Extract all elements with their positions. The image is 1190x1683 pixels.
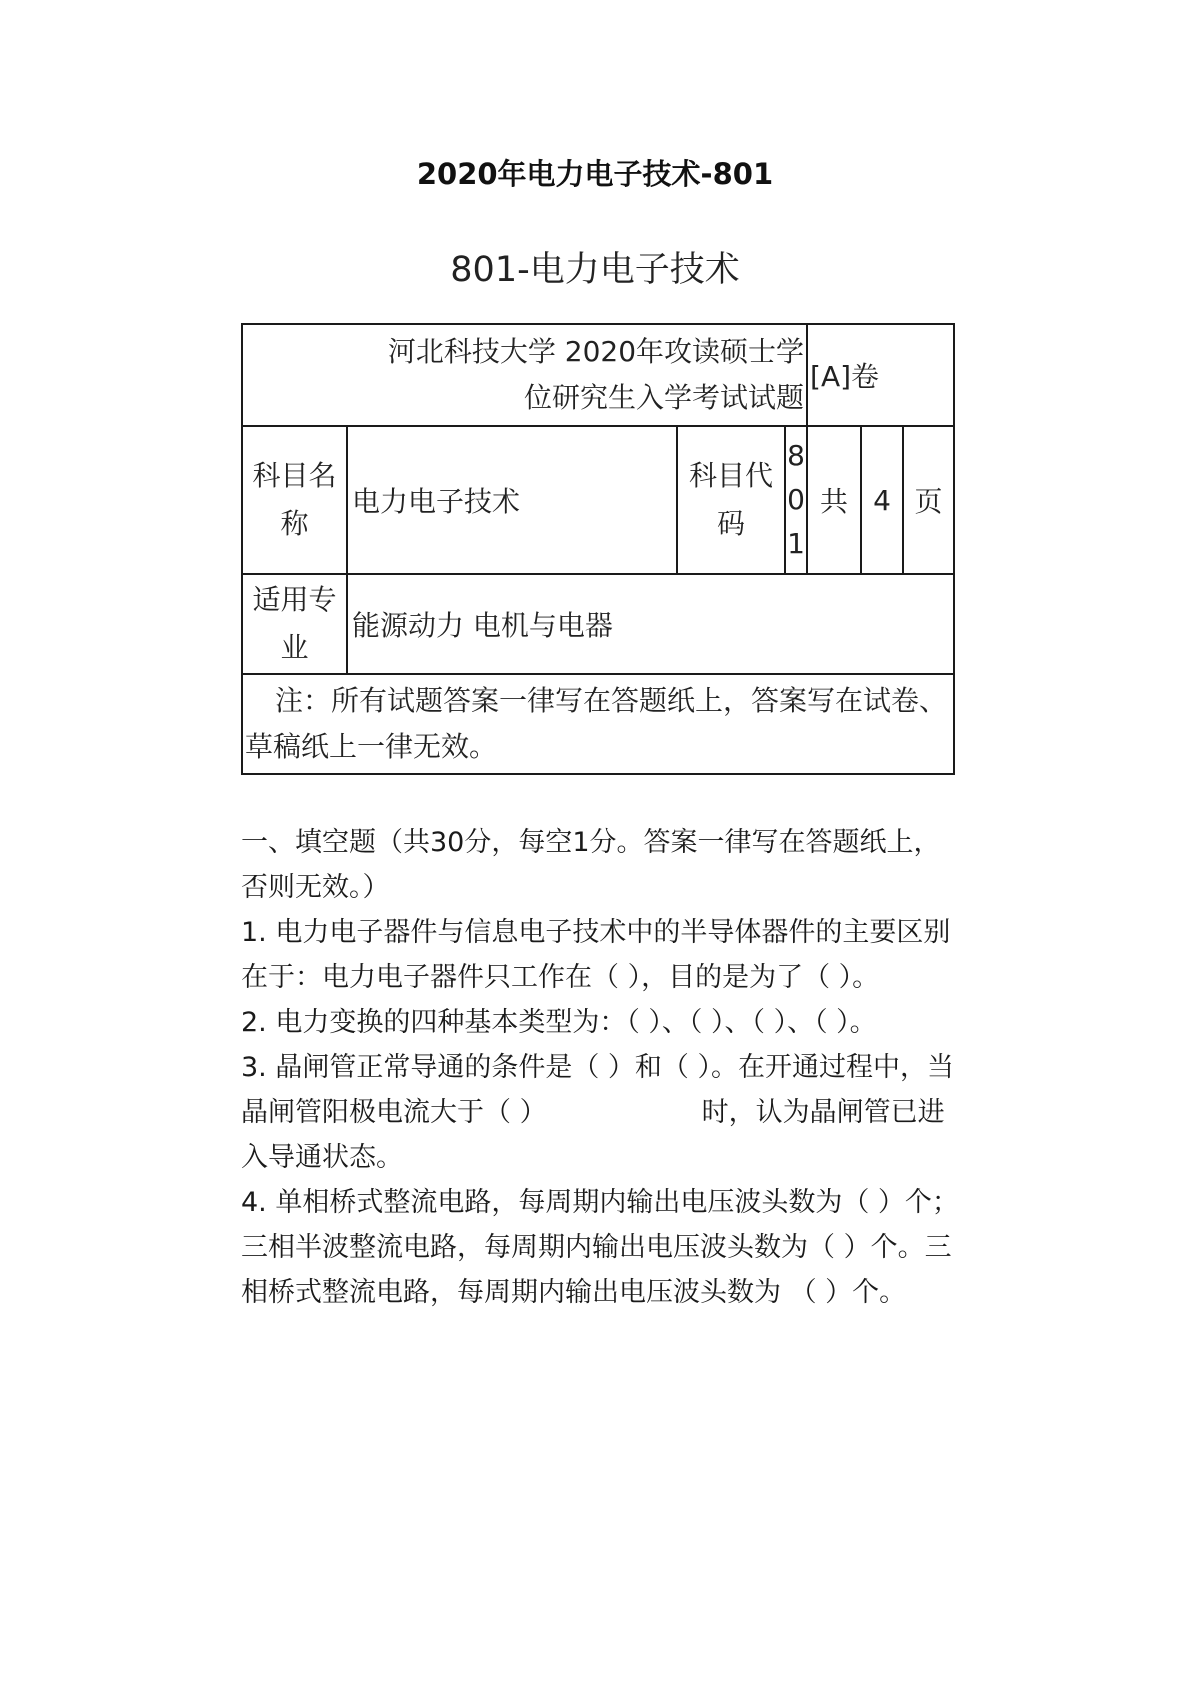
major-label: 适用专业 [242, 574, 347, 674]
pages-label: 页 [903, 426, 954, 574]
question-3-part-a: 3. 晶闸管正常导通的条件是（ ）和（ ）。在开通过程中，当晶闸管阳极电流大于（ ） [241, 1052, 955, 1128]
subject-code-digit: 8 [787, 439, 805, 472]
subject-code-digit: 0 [787, 483, 805, 516]
major-value: 能源动力 电机与电器 [347, 574, 954, 674]
total-label: 共 [807, 426, 861, 574]
question-section [241, 820, 959, 1315]
university-title-line2: 位研究生入学考试试题 [524, 381, 805, 414]
section-heading: 一、填空题（共30分，每空1分。答案一律写在答题纸上，否则无效。） [241, 827, 941, 903]
question-3 [241, 1045, 959, 1180]
question-2: 2. 电力变换的四种基本类型为：（ ）、（ ）、（ ）、（ ）。 [241, 1007, 877, 1038]
question-4: 4. 单相桥式整流电路，每周期内输出电压波头数为（ ）个；三相半波整流电路，每周期内输出电压波头数为（ ）个。三相桥式整流电路，每周期内输出电压波头数为 （ ）个。 [241, 1187, 959, 1308]
subject-code-digit: 1 [787, 527, 805, 560]
paper-version: [A]卷 [807, 324, 954, 426]
subject-title: 801-电力电子技术 [450, 250, 740, 290]
exam-note: 注：所有试题答案一律写在答题纸上，答案写在试卷、草稿纸上一律无效。 [242, 674, 954, 774]
subject-name-value: 电力电子技术 [347, 426, 677, 574]
subject-name-label: 科目名称 [242, 426, 347, 574]
subject-code-value [785, 426, 807, 574]
subject-code-label: 科目代码 [677, 426, 785, 574]
exam-header-table [241, 323, 955, 775]
document-title: 2020年电力电子技术-801 [416, 157, 774, 191]
total-pages: 4 [861, 426, 903, 574]
university-title-line1: 河北科技大学 2020年攻读硕士学 [387, 335, 805, 368]
question-1: 1. 电力电子器件与信息电子技术中的半导体器件的主要区别在于：电力电子器件只工作在（ ），目的是为了（ ）。 [241, 917, 951, 993]
question-3-part-b: 时，认为晶闸管已进入导通状态。 [241, 1097, 945, 1173]
university-exam-title [242, 324, 807, 426]
